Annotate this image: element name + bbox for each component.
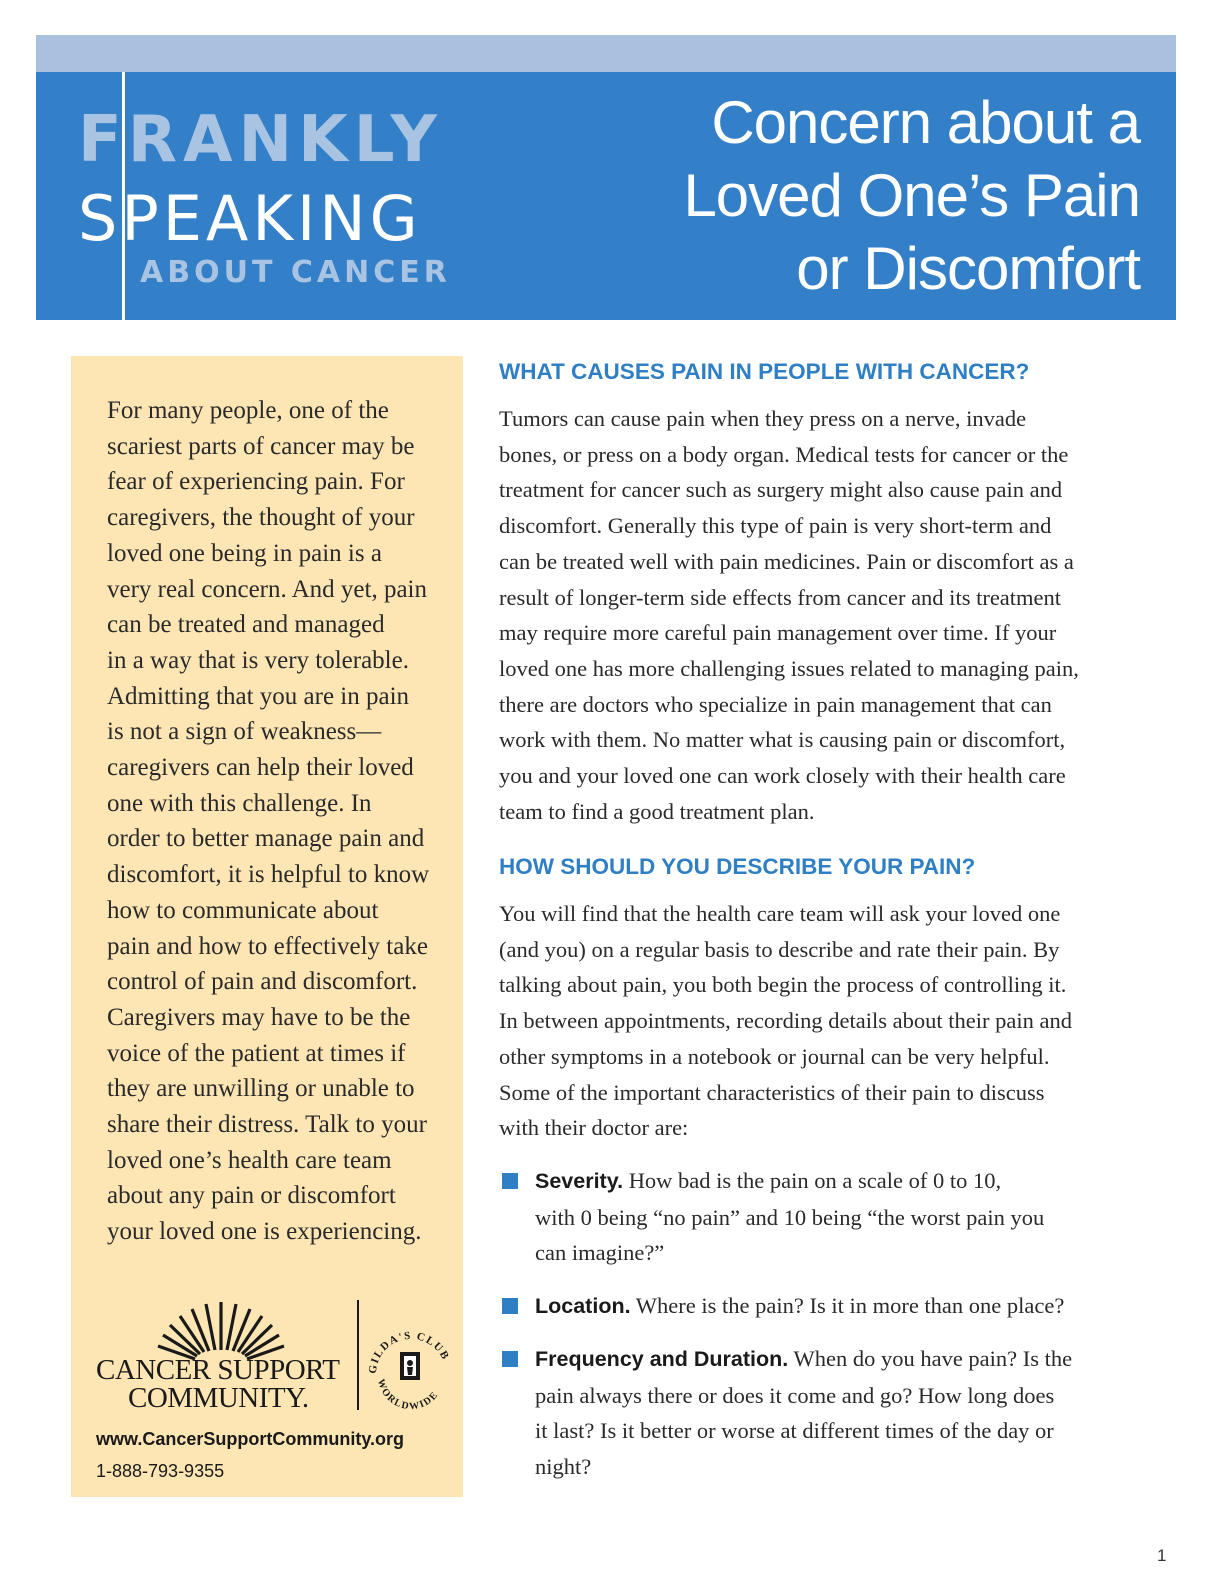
sidebar-line: Caregivers may have to be the	[107, 1003, 411, 1031]
svg-text:GILDA'S CLUB: GILDA'S CLUB	[366, 1329, 452, 1375]
svg-text:WORLDWIDE: WORLDWIDE	[374, 1377, 441, 1413]
title-line: Loved One’s Pain	[683, 162, 1140, 229]
body-line: loved one has more challenging issues related to managing pain,	[499, 655, 1079, 681]
bullet-line: can imagine?”	[535, 1240, 665, 1266]
sidebar-line: caregivers can help their loved	[107, 754, 414, 782]
bullet-text: How bad is the pain on a scale of 0 to 10,	[623, 1168, 1002, 1193]
header-top-strip	[36, 35, 1176, 72]
bullet-square-icon	[502, 1351, 518, 1367]
body-line: can be treated well with pain medicines. Pain or discomfort as a	[499, 548, 1074, 574]
bullet-item-location	[535, 1288, 1145, 1325]
sidebar-line: caregivers, the thought of your	[107, 504, 415, 532]
bullet-square-icon	[502, 1173, 518, 1189]
sidebar-line: discomfort, it is helpful to know	[107, 861, 430, 889]
logo-divider	[357, 1300, 359, 1410]
sidebar-line: your loved one is experiencing.	[107, 1218, 422, 1246]
sidebar-line: about any pain or discomfort	[107, 1182, 396, 1210]
sidebar-line: scariest parts of cancer may be	[107, 432, 415, 460]
sidebar-line: For many people, one of the	[107, 397, 389, 424]
body-line: Tumors can cause pain when they press on a nerve, invade	[499, 406, 1027, 431]
logo-about-cancer: ABOUT CANCER	[140, 255, 451, 290]
title-line: Concern about a	[711, 89, 1140, 156]
bullet-line: it last? Is it better or worse at different times of the day or	[535, 1418, 1054, 1444]
page-title	[580, 86, 1140, 305]
body-line: bones, or press on a body organ. Medical tests for cancer or the	[499, 441, 1069, 467]
body-line: team to find a good treatment plan.	[499, 798, 815, 824]
bullet-term: Severity.	[535, 1169, 624, 1193]
bullet-term: Frequency and Duration.	[535, 1347, 789, 1371]
sidebar-line: control of pain and discomfort.	[107, 968, 418, 996]
bullet-term: Location.	[535, 1294, 631, 1318]
sidebar-line: very real concern. And yet, pain	[107, 575, 428, 603]
title-line: or Discomfort	[796, 235, 1140, 302]
body-line: there are doctors who specialize in pain management that can	[499, 691, 1052, 717]
sidebar-intro-text	[107, 393, 452, 1250]
body-line: may require more careful pain management over time. If your	[499, 620, 1057, 646]
sidebar-line: loved one being in pain is a	[107, 539, 382, 567]
body-line: Some of the important characteristics of their pain to discuss	[499, 1079, 1045, 1105]
body-line: other symptoms in a notebook or journal can be very helpful.	[499, 1043, 1050, 1069]
org-name-line2: COMMUNITY.	[128, 1382, 309, 1414]
sidebar-line: how to communicate about	[107, 896, 379, 924]
logo-speaking: SPEAKING	[78, 182, 422, 255]
sidebar-line: is not a sign of weakness—	[107, 718, 382, 746]
body-line: (and you) on a regular basis to describe and rate their pain. By	[499, 936, 1060, 962]
body-line: You will find that the health care team will ask your loved one	[499, 901, 1061, 926]
bullet-item-frequency	[535, 1341, 1145, 1485]
body-line: treatment for cancer such as surgery might also cause pain and	[499, 477, 1063, 503]
sidebar-line: voice of the patient at times if	[107, 1039, 406, 1067]
sidebar-line: loved one’s health care team	[107, 1146, 392, 1174]
bullet-item-severity	[535, 1163, 1145, 1271]
bullet-text: Where is the pain? Is it in more than one place?	[630, 1293, 1065, 1318]
logo-frankly: FRANKLY	[78, 103, 443, 177]
body-line: discomfort. Generally this type of pain is very short-term and	[499, 513, 1052, 539]
bullet-text: When do you have pain? Is the	[788, 1346, 1073, 1371]
sidebar-line: fear of experiencing pain. For	[107, 468, 405, 496]
sidebar-line: Admitting that you are in pain	[107, 682, 410, 710]
org-name-line1: CANCER SUPPORT	[96, 1354, 340, 1386]
body-line: you and your loved one can work closely with their health care	[499, 763, 1066, 789]
sidebar-line: can be treated and managed	[107, 611, 385, 639]
bullet-square-icon	[502, 1298, 518, 1314]
body-line: In between appointments, recording details about their pain and	[499, 1008, 1072, 1034]
sidebar-line: they are unwilling or unable to	[107, 1075, 415, 1103]
body-line: work with them. No matter what is causing pain or discomfort,	[499, 727, 1066, 753]
body-line: result of longer-term side effects from cancer and its treatment	[499, 584, 1062, 610]
phone-number: 1-888-793-9355	[96, 1461, 225, 1481]
sidebar-line: pain and how to effectively take	[107, 932, 428, 960]
page-number: 1	[1157, 1546, 1167, 1565]
sidebar-line: in a way that is very tolerable.	[107, 646, 409, 674]
website-link[interactable]: www.CancerSupportCommunity.org	[96, 1429, 405, 1449]
section-heading-causes: WHAT CAUSES PAIN IN PEOPLE WITH CANCER?	[499, 359, 1030, 384]
gildas-club-seal-icon	[366, 1326, 456, 1416]
body-line: with their doctor are:	[499, 1115, 689, 1141]
bullet-line: with 0 being “no pain” and 10 being “the worst pain you	[535, 1204, 1045, 1230]
bullet-line: night?	[535, 1454, 592, 1480]
sidebar-line: share their distress. Talk to your	[107, 1111, 427, 1139]
section-body-causes	[499, 401, 1149, 829]
section-body-describe	[499, 896, 1149, 1146]
bullet-line: pain always there or does it come and go? How long does	[535, 1382, 1055, 1408]
sidebar-line: order to better manage pain and	[107, 825, 425, 853]
sidebar-line: one with this challenge. In	[107, 789, 372, 817]
section-heading-describe: HOW SHOULD YOU DESCRIBE YOUR PAIN?	[499, 854, 976, 879]
body-line: talking about pain, you both begin the process of controlling it.	[499, 972, 1067, 998]
